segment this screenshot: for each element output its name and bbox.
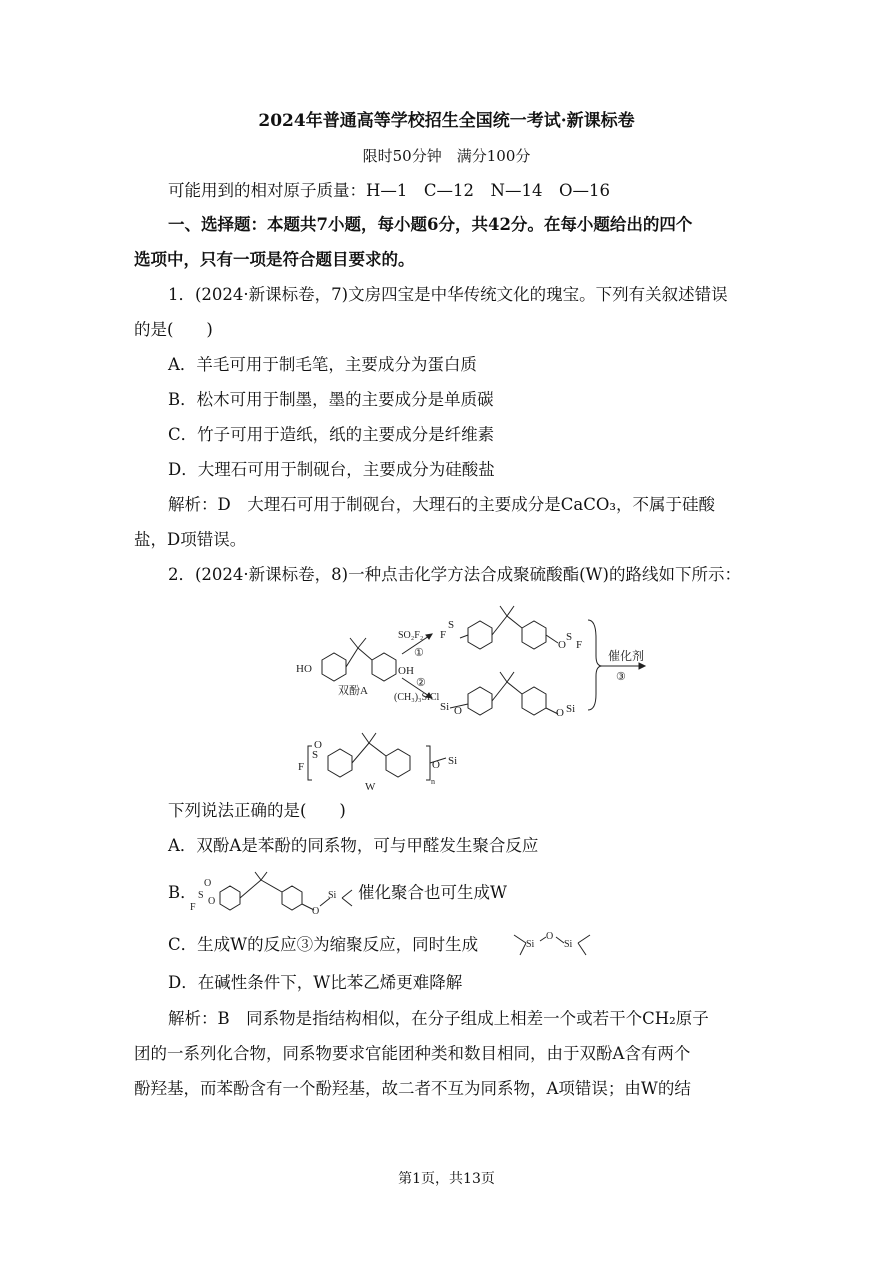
q2-option-a: A．双酚A是苯酚的同系物，可与甲醛发生聚合反应 xyxy=(168,836,539,855)
q2-option-c-text: C．生成W的反应③为缩聚反应，同时生成 xyxy=(168,935,479,954)
bisphenol-a-label: 双酚A xyxy=(338,685,368,697)
q2-option-d: D．在碱性条件下，W比苯乙烯更难降解 xyxy=(168,973,463,992)
reaction-scheme xyxy=(290,598,670,798)
q1-analysis-line2: 盐，D项错误。 xyxy=(134,530,247,549)
q1-option-b: B．松木可用于制墨，墨的主要成分是单质碳 xyxy=(168,390,494,409)
q1-analysis-line1: 解析：D 大理石可用于制砚台，大理石的主要成分是CaCO₃，不属于硅酸 xyxy=(168,495,715,514)
q2-option-b-text: 催化聚合也可生成W xyxy=(358,883,507,902)
section-heading-line1: 一、选择题：本题共7小题，每小题6分，共42分。在每小题给出的四个 xyxy=(168,215,693,234)
q2-analysis-line1: 解析：B 同系物是指结构相似，在分子组成上相差一个或若干个CH₂原子 xyxy=(168,1009,709,1028)
q2-stem: 2．(2024·新课标卷，8)一种点击化学方法合成聚硫酸酯(W)的路线如下所示： xyxy=(168,565,741,584)
catalyst-label: 催化剂 xyxy=(608,649,645,663)
svg-text:Si: Si xyxy=(526,939,535,950)
reagent-2: (CH₃)₃SiCl xyxy=(394,692,440,703)
w-label: W xyxy=(365,781,376,793)
page-title: 2024年普通高等学校招生全国统一考试·新课标卷 xyxy=(258,111,635,131)
svg-text:O: O xyxy=(454,705,462,717)
svg-text:F: F xyxy=(440,629,447,641)
option-b-structure xyxy=(190,868,356,918)
svg-text:Si: Si xyxy=(328,890,337,901)
scheme-oh-label: OH xyxy=(398,665,414,677)
q2-option-b-prefix: B． xyxy=(168,883,197,902)
step-3-label: ③ xyxy=(616,671,626,683)
q1-stem-line2: 的是( ) xyxy=(134,320,213,339)
svg-text:O: O xyxy=(556,707,564,719)
q1-option-d: D．大理石可用于制砚台，主要成分为硅酸盐 xyxy=(168,460,495,479)
step-2-label: ② xyxy=(416,677,426,689)
scheme-ho-label: HO xyxy=(296,663,312,675)
page-subtitle: 限时50分钟 满分100分 xyxy=(362,147,531,165)
svg-text:Si: Si xyxy=(448,755,458,767)
svg-text:O: O xyxy=(432,759,440,771)
svg-text:S: S xyxy=(566,631,573,643)
q1-option-a: A．羊毛可用于制毛笔，主要成分为蛋白质 xyxy=(168,355,477,374)
svg-text:Si: Si xyxy=(566,703,576,715)
q1-stem-line1: 1．(2024·新课标卷，7)文房四宝是中华传统文化的瑰宝。下列有关叙述错误 xyxy=(168,285,728,304)
section-heading-line2: 选项中，只有一项是符合题目要求的。 xyxy=(134,250,415,269)
svg-text:O: O xyxy=(558,639,566,651)
svg-text:O: O xyxy=(546,931,554,942)
q2-prompt: 下列说法正确的是( ) xyxy=(168,801,346,820)
reagent-1: SO₂F₂ xyxy=(398,630,424,641)
svg-text:S: S xyxy=(312,749,319,761)
svg-text:O: O xyxy=(204,878,212,889)
svg-text:F: F xyxy=(298,761,305,773)
option-c-structure xyxy=(512,925,592,961)
q1-option-c: C．竹子可用于造纸，纸的主要成分是纤维素 xyxy=(168,425,495,444)
svg-text:Si: Si xyxy=(440,701,450,713)
q2-analysis-line2: 团的一系列化合物，同系物要求官能团种类和数目相同，由于双酚A含有两个 xyxy=(134,1044,691,1063)
svg-text:O: O xyxy=(312,906,320,917)
step-1-label: ① xyxy=(414,647,424,659)
svg-text:F: F xyxy=(576,639,583,651)
svg-text:O: O xyxy=(208,896,216,907)
q2-analysis-line3: 酚羟基，而苯酚含有一个酚羟基，故二者不互为同系物，A项错误；由W的结 xyxy=(134,1079,691,1098)
svg-text:F: F xyxy=(190,902,196,913)
page-footer: 第1页，共13页 xyxy=(398,1171,495,1187)
svg-text:n: n xyxy=(431,777,435,786)
svg-text:S: S xyxy=(448,619,455,631)
svg-text:S: S xyxy=(198,890,204,901)
svg-text:Si: Si xyxy=(564,939,573,950)
svg-text:O: O xyxy=(314,739,322,751)
atomic-masses: 可能用到的相对原子质量：H—1 C—12 N—14 O—16 xyxy=(168,181,610,200)
